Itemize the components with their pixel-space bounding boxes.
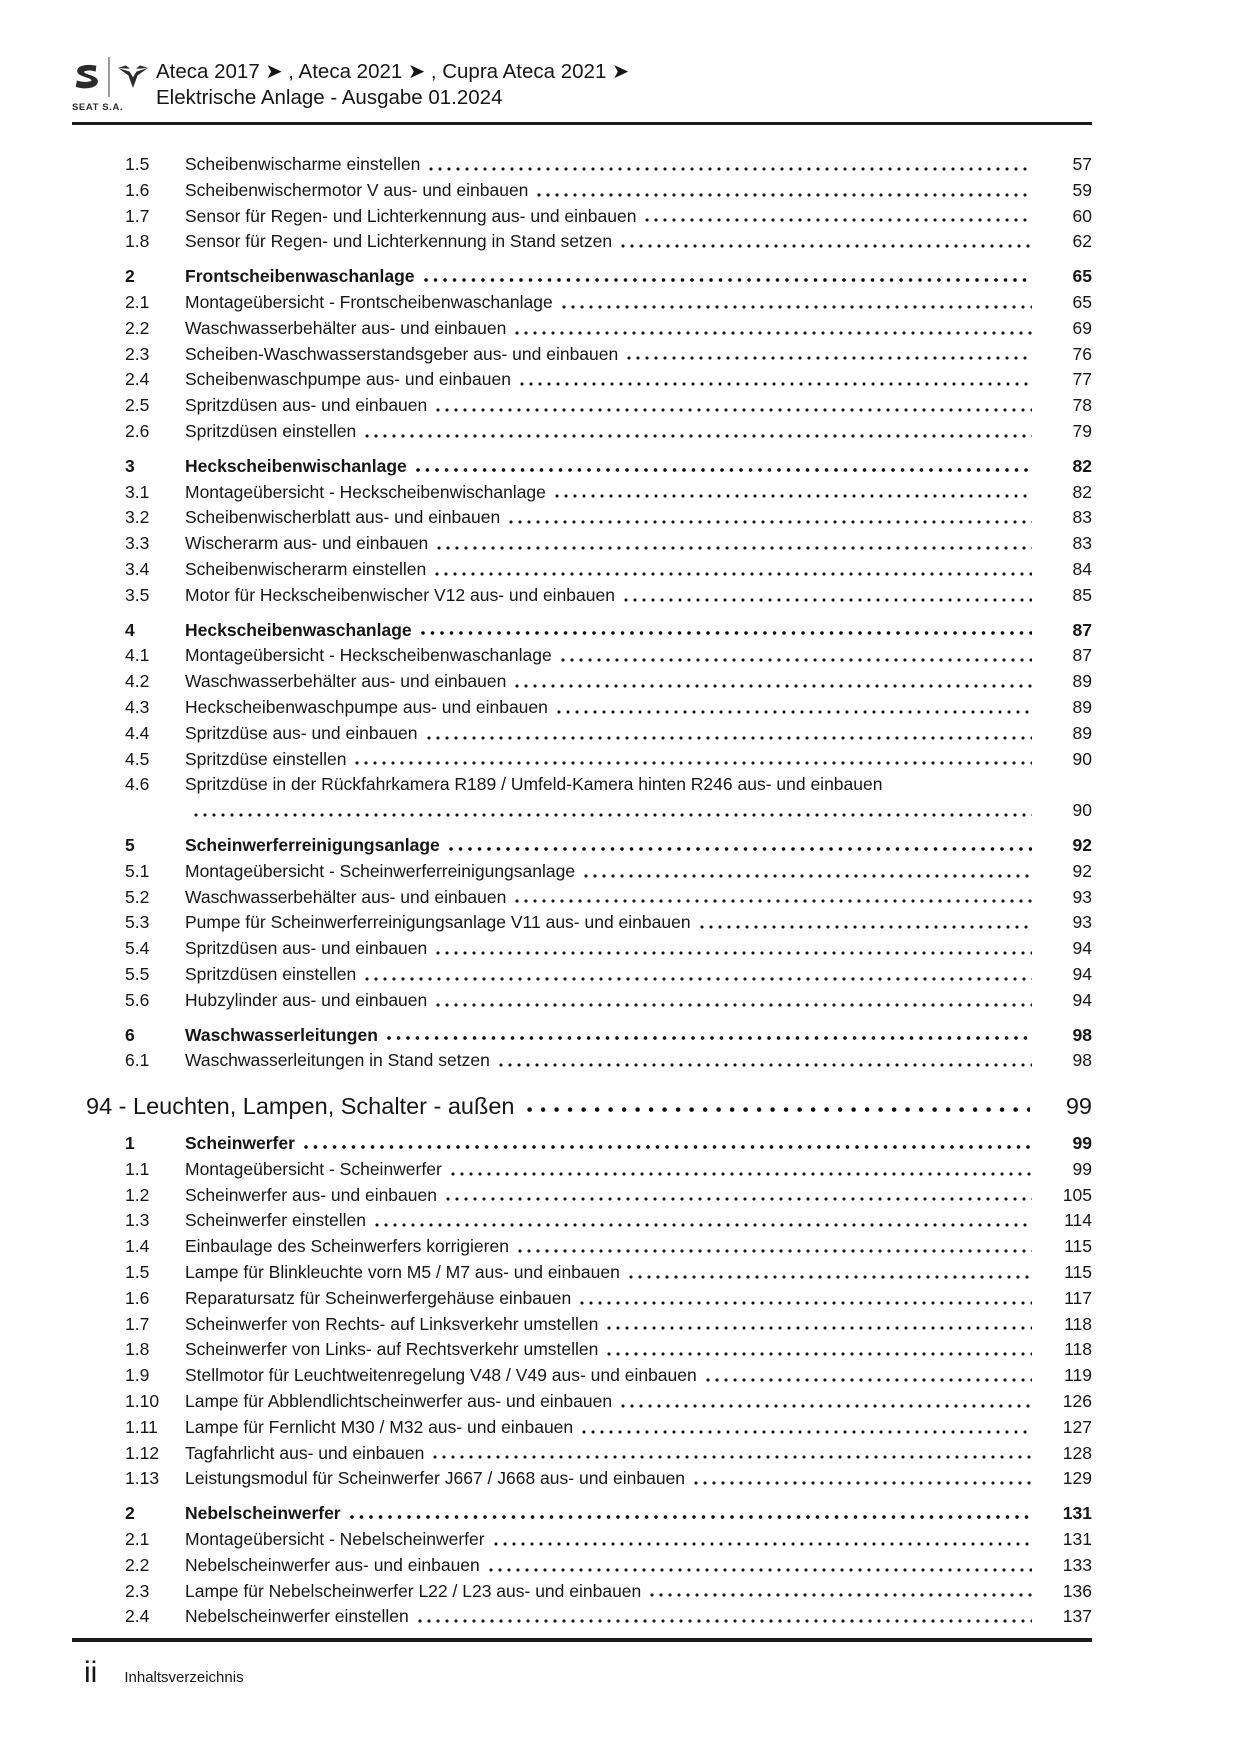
dot-leader — [629, 1260, 1032, 1286]
toc-item-row[interactable] — [72, 859, 1092, 885]
dot-leader — [645, 204, 1032, 230]
dot-leader — [627, 342, 1032, 368]
toc-item-row[interactable] — [72, 936, 1092, 962]
dot-leader — [515, 316, 1032, 342]
toc-entry-title: Stellmotor für Leuchtweitenregelung V48 / V49 aus- und einbauen — [185, 1365, 697, 1386]
toc-item-row[interactable] — [72, 1260, 1092, 1286]
toc-entry-title: Heckscheibenwaschanlage — [185, 619, 412, 640]
toc-entry-page: 114 — [1064, 1210, 1092, 1231]
toc-entry-number: 1.1 — [125, 1158, 150, 1179]
toc-item-row[interactable] — [72, 1234, 1092, 1260]
toc-entry-title: Heckscheibenwaschpumpe aus- und einbauen — [185, 696, 548, 717]
dot-leader — [418, 1604, 1032, 1630]
toc-entry-title: Hubzylinder aus- und einbauen — [185, 989, 428, 1010]
toc-entry-title: Montageübersicht - Scheinwerfer — [185, 1158, 442, 1179]
toc-entry-number: 2.4 — [125, 1606, 150, 1627]
dot-leader — [449, 833, 1032, 859]
toc-entry-page: 129 — [1062, 1468, 1092, 1489]
toc-entry-title: Spritzdüse in der Rückfahrkamera R189 / Umfeld-Kamera hinten R246 aus- und einbauen — [185, 774, 883, 795]
toc-entry-title: Frontscheibenwaschanlage — [185, 266, 415, 287]
dot-leader — [446, 1183, 1032, 1209]
toc-entry-page: 94 — [1072, 963, 1092, 984]
toc-entry-title: Spritzdüsen aus- und einbauen — [185, 395, 428, 416]
toc-entry-title: Lampe für Blinkleuchte vorn M5 / M7 aus- und einbauen — [185, 1262, 620, 1283]
dot-leader — [518, 1234, 1032, 1260]
toc-entry-page: 65 — [1072, 291, 1092, 312]
toc-entry-number: 2.3 — [125, 1580, 150, 1601]
toc-item-row[interactable] — [72, 1157, 1092, 1183]
toc-item-row[interactable] — [72, 885, 1092, 911]
toc-item-row[interactable] — [72, 1048, 1092, 1074]
toc-item-row[interactable] — [72, 643, 1092, 669]
toc-entry-number: 2.2 — [125, 317, 150, 338]
toc-entry-title: Scheinwerfer aus- und einbauen — [185, 1184, 437, 1205]
toc-entry-number: 4.3 — [125, 696, 150, 717]
toc-item-row[interactable] — [72, 1389, 1092, 1415]
toc-section-row[interactable] — [72, 1023, 1092, 1049]
toc-section-row[interactable] — [72, 1131, 1092, 1157]
dot-leader — [433, 1441, 1032, 1467]
toc-entry-title: Lampe für Abblendlichtscheinwerfer aus- und einbauen — [185, 1391, 613, 1412]
toc-section-row[interactable] — [72, 833, 1092, 859]
dot-leader — [436, 936, 1032, 962]
toc-entry-number: 4.2 — [125, 671, 150, 692]
toc-entry-page: 105 — [1062, 1184, 1092, 1205]
toc-item-row[interactable] — [72, 1312, 1092, 1338]
toc-entry-page: 93 — [1072, 886, 1092, 907]
toc-entry-page: 77 — [1072, 369, 1092, 390]
toc-item-row[interactable] — [72, 1415, 1092, 1441]
toc-item-row[interactable] — [72, 1604, 1092, 1630]
toc-entry-number: 1.13 — [125, 1468, 160, 1489]
dot-leader — [350, 1501, 1032, 1527]
dot-leader — [365, 419, 1032, 445]
dot-leader — [621, 229, 1032, 255]
dot-leader — [520, 367, 1032, 393]
toc-item-row[interactable] — [72, 1466, 1092, 1492]
toc-entry-title: Spritzdüsen einstellen — [185, 963, 357, 984]
toc-entry-page: 98 — [1072, 1050, 1092, 1071]
toc-entry-number: 1.12 — [125, 1442, 160, 1463]
toc-item-row[interactable] — [72, 1337, 1092, 1363]
dot-leader — [355, 747, 1032, 773]
brand-logos — [72, 58, 156, 96]
toc-entry-page: 83 — [1072, 507, 1092, 528]
page-footer — [72, 1658, 1092, 1688]
toc-entry-title: Scheinwerfer von Links- auf Rechtsverkehr umstellen — [185, 1339, 599, 1360]
toc-entry-page: 76 — [1072, 343, 1092, 364]
toc-entry-page: 89 — [1072, 671, 1092, 692]
toc-item-row[interactable] — [72, 1183, 1092, 1209]
toc-entry-title: Sensor für Regen- und Lichterkennung in Stand setzen — [185, 231, 613, 252]
dot-leader — [562, 290, 1032, 316]
dot-leader — [421, 618, 1032, 644]
logo-divider — [108, 57, 110, 97]
toc-entry-page: 85 — [1072, 584, 1092, 605]
seat-logo-icon — [72, 61, 102, 93]
toc-item-row[interactable] — [72, 367, 1092, 393]
toc-entry-title: Montageübersicht - Nebelscheinwerfer — [185, 1529, 485, 1550]
header-subtitle: Elektrische Anlage - Ausgabe 01.2024 — [156, 86, 503, 109]
toc-entry-page: 82 — [1072, 455, 1092, 476]
toc-entry-page: 79 — [1072, 420, 1092, 441]
toc-item-row[interactable] — [72, 531, 1092, 557]
toc-entry-title: Wischerarm aus- und einbauen — [185, 533, 429, 554]
toc-entry-title: Sensor für Regen- und Lichterkennung aus- und einbauen — [185, 205, 637, 226]
toc-entry-page: 136 — [1062, 1580, 1092, 1601]
toc-entry-number: 1.10 — [125, 1391, 160, 1412]
toc-entry-number: 4.5 — [125, 748, 150, 769]
footer-section-label: Inhaltsverzeichnis — [124, 1669, 244, 1687]
footer-rule — [72, 1638, 1092, 1642]
toc-entry-number: 1.5 — [125, 1262, 150, 1283]
toc-entry-title: Nebelscheinwerfer einstellen — [185, 1606, 409, 1627]
toc-item-row[interactable] — [72, 583, 1092, 609]
toc-entry-number: 3.3 — [125, 533, 150, 554]
toc-entry-number: 3.4 — [125, 558, 150, 579]
toc-entry-page: 99 — [1072, 1133, 1092, 1154]
toc-entry-page: 65 — [1072, 266, 1092, 287]
toc-entry-title: Nebelscheinwerfer — [185, 1503, 341, 1524]
toc-entry-page: 133 — [1062, 1554, 1092, 1575]
toc-entry-page: 99 — [1072, 1158, 1092, 1179]
toc-entry-number: 1.8 — [125, 1339, 150, 1360]
toc-entry-title: Scheinwerfer einstellen — [185, 1210, 366, 1231]
toc-entry-number: 2.5 — [125, 395, 150, 416]
dot-leader — [194, 798, 1032, 824]
toc-entry-page: 115 — [1064, 1262, 1092, 1283]
dot-leader — [427, 721, 1032, 747]
toc-entry-page: 127 — [1062, 1416, 1092, 1437]
toc-entry-page: 115 — [1064, 1236, 1092, 1257]
toc-entry-title: Montageübersicht - Heckscheibenwaschanlage — [185, 645, 552, 666]
dot-leader — [607, 1312, 1032, 1338]
toc-entry-number: 1.5 — [125, 154, 150, 174]
toc-item-row[interactable] — [72, 772, 1092, 798]
toc-entry-number: 5 — [125, 834, 135, 855]
toc-entry-page: 99 — [1065, 1093, 1092, 1120]
dot-leader — [700, 910, 1032, 936]
toc-entry-number: 4.6 — [125, 774, 150, 795]
toc-entry-page: 92 — [1072, 834, 1092, 855]
dot-leader — [561, 643, 1032, 669]
toc-entry-title: Montageübersicht - Frontscheibenwaschanlage — [185, 291, 553, 312]
toc-entry-title: Waschwasserbehälter aus- und einbauen — [185, 671, 507, 692]
toc-entry-title: Heckscheibenwischanlage — [185, 455, 407, 476]
toc-entry-number: 2.2 — [125, 1554, 150, 1575]
toc — [72, 152, 1092, 1630]
dot-leader — [694, 1466, 1032, 1492]
toc-entry-page: 119 — [1064, 1365, 1092, 1386]
toc-entry-number: 4.1 — [125, 645, 150, 666]
toc-entry-number: 1.7 — [125, 205, 150, 226]
dot-leader — [515, 885, 1032, 911]
cupra-logo-icon — [117, 62, 149, 92]
toc-entry-page: 87 — [1072, 645, 1092, 666]
toc-item-row[interactable] — [72, 178, 1092, 204]
header-text — [156, 56, 629, 111]
toc-entry-number: 3 — [125, 455, 135, 476]
toc-entry-page: 137 — [1062, 1606, 1092, 1627]
dot-leader — [621, 1389, 1032, 1415]
toc-item-row[interactable] — [72, 419, 1092, 445]
toc-entry-title: Tagfahrlicht aus- und einbauen — [185, 1442, 425, 1463]
toc-entry-number: 5.2 — [125, 886, 150, 907]
toc-entry-title: Scheibenwischarme einstellen — [185, 154, 421, 174]
toc-entry-number: 1.9 — [125, 1365, 150, 1386]
toc-entry-title: Spritzdüsen einstellen — [185, 420, 357, 441]
toc-entry-page: 131 — [1062, 1529, 1092, 1550]
dot-leader — [584, 859, 1032, 885]
dot-leader — [304, 1131, 1032, 1157]
dot-leader — [435, 557, 1032, 583]
toc-entry-title: Scheibenwischermotor V aus- und einbauen — [185, 179, 529, 200]
toc-entry-number: 5.6 — [125, 989, 150, 1010]
toc-entry-page: 57 — [1072, 154, 1092, 174]
toc-entry-page: 126 — [1062, 1391, 1092, 1412]
toc-entry-title: Waschwasserbehälter aus- und einbauen — [185, 886, 507, 907]
toc-entry-number: 6.1 — [125, 1050, 150, 1071]
toc-entry-page: 84 — [1072, 558, 1092, 579]
toc-item-row[interactable] — [72, 1553, 1092, 1579]
dot-leader — [451, 1157, 1032, 1183]
dot-leader — [624, 583, 1032, 609]
toc-entry-title: Spritzdüse aus- und einbauen — [185, 722, 418, 743]
dot-leader — [387, 1023, 1032, 1049]
dot-leader — [494, 1527, 1032, 1553]
toc-entry-title: Waschwasserbehälter aus- und einbauen — [185, 317, 507, 338]
dot-leader — [555, 480, 1032, 506]
toc-entry-number: 4.4 — [125, 722, 150, 743]
toc-entry-number: 3.2 — [125, 507, 150, 528]
header-models-line: Ateca 2017 ➤ , Ateca 2021 ➤ , Cupra Ateca 2021 ➤ — [156, 60, 630, 83]
toc-section-row[interactable] — [72, 454, 1092, 480]
toc-entry-title: Spritzdüsen aus- und einbauen — [185, 938, 428, 959]
dot-leader — [437, 531, 1032, 557]
toc-entry-title: Einbaulage des Scheinwerfers korrigieren — [185, 1236, 509, 1257]
dot-leader — [365, 962, 1032, 988]
dot-leader — [557, 695, 1032, 721]
toc-item-row[interactable] — [72, 204, 1092, 230]
toc-item-row[interactable] — [72, 480, 1092, 506]
toc-entry-page: 92 — [1072, 860, 1092, 881]
toc-entry-page: 78 — [1072, 395, 1092, 416]
toc-entry-title: Nebelscheinwerfer aus- und einbauen — [185, 1554, 480, 1575]
toc-entry-number: 2.4 — [125, 369, 150, 390]
toc-entry-title: Lampe für Nebelscheinwerfer L22 / L23 aus- und einbauen — [185, 1580, 642, 1601]
toc-entry-number: 1.4 — [125, 1236, 150, 1257]
dot-leader — [527, 1090, 1031, 1122]
dot-leader — [607, 1337, 1032, 1363]
toc-entry-page: 89 — [1072, 696, 1092, 717]
dot-leader — [375, 1208, 1032, 1234]
toc-item-row[interactable] — [72, 1441, 1092, 1467]
header-rule — [72, 122, 1092, 125]
toc-item-continuation-row[interactable] — [72, 798, 1092, 824]
toc-entry-title: Pumpe für Scheinwerferreinigungsanlage V11 aus- und einbauen — [185, 912, 691, 933]
dot-leader — [499, 1048, 1032, 1074]
toc-entry-page: 118 — [1064, 1339, 1092, 1360]
toc-entry-number: 1.3 — [125, 1210, 150, 1231]
toc-entry-page: 93 — [1072, 912, 1092, 933]
toc-entry-number: 1 — [125, 1133, 135, 1154]
toc-item-row[interactable] — [72, 290, 1092, 316]
toc-entry-number: 5.5 — [125, 963, 150, 984]
toc-entry-title: Lampe für Fernlicht M30 / M32 aus- und einbauen — [185, 1416, 574, 1437]
toc-entry-page: 69 — [1072, 317, 1092, 338]
toc-entry-number: 6 — [125, 1024, 135, 1045]
toc-entry-page: 94 — [1072, 938, 1092, 959]
toc-entry-number: 1.6 — [125, 1287, 150, 1308]
dot-leader — [489, 1553, 1032, 1579]
toc-entry-page: 117 — [1064, 1287, 1092, 1308]
toc-entry-number: 1.8 — [125, 231, 150, 252]
toc-entry-title: Scheibenwischerarm einstellen — [185, 558, 427, 579]
toc-entry-number: 2.1 — [125, 1529, 150, 1550]
toc-item-row[interactable] — [72, 669, 1092, 695]
toc-entry-page: 87 — [1072, 619, 1092, 640]
toc-entry-number: 5.1 — [125, 860, 150, 881]
toc-entry-number: 3.5 — [125, 584, 150, 605]
toc-item-row[interactable] — [72, 152, 1092, 178]
toc-entry-number: 2.6 — [125, 420, 150, 441]
toc-entry-title: Scheiben-Waschwasserstandsgeber aus- und einbauen — [185, 343, 619, 364]
toc-entry-page: 82 — [1072, 481, 1092, 502]
toc-entry-page: 128 — [1062, 1442, 1092, 1463]
toc-section-row[interactable] — [72, 1501, 1092, 1527]
toc-entry-page: 83 — [1072, 533, 1092, 554]
toc-entry-number: 2 — [125, 266, 135, 287]
toc-entry-title: Scheinwerfer — [185, 1133, 295, 1154]
brand-block — [72, 56, 156, 113]
toc-item-row[interactable] — [72, 747, 1092, 773]
toc-entry-page: 62 — [1072, 231, 1092, 252]
toc-item-row[interactable] — [72, 1286, 1092, 1312]
toc-entry-title: Reparatursatz für Scheinwerfergehäuse einbauen — [185, 1287, 572, 1308]
toc-entry-number: 4 — [125, 619, 135, 640]
dot-leader — [582, 1415, 1032, 1441]
toc-entry-title: Scheinwerferreinigungsanlage — [185, 834, 440, 855]
toc-entry-page: 90 — [1072, 800, 1092, 821]
toc-section-row[interactable] — [72, 618, 1092, 644]
toc-entry-number: 2.3 — [125, 343, 150, 364]
dot-leader — [436, 988, 1032, 1014]
toc-entry-title: Leistungsmodul für Scheinwerfer J667 / J668 aus- und einbauen — [185, 1468, 686, 1489]
toc-item-row[interactable] — [72, 1208, 1092, 1234]
dot-leader — [429, 152, 1032, 178]
dot-leader — [580, 1286, 1032, 1312]
toc-entry-page: 59 — [1072, 179, 1092, 200]
toc-entry-title: Montageübersicht - Heckscheibenwischanlage — [185, 481, 546, 502]
dot-leader — [706, 1363, 1032, 1389]
toc-item-row[interactable] — [72, 988, 1092, 1014]
toc-item-row[interactable] — [72, 342, 1092, 368]
toc-entry-number: 2 — [125, 1503, 135, 1524]
toc-entry-number: 1.7 — [125, 1313, 150, 1334]
toc-item-row[interactable] — [72, 1363, 1092, 1389]
toc-entry-title: Scheinwerfer von Rechts- auf Linksverkehr umstellen — [185, 1313, 599, 1334]
toc-item-row[interactable] — [72, 557, 1092, 583]
dot-leader — [515, 669, 1032, 695]
toc-item-row[interactable] — [72, 1527, 1092, 1553]
toc-item-row[interactable] — [72, 695, 1092, 721]
footer-page-number: ii — [84, 1656, 98, 1690]
dot-leader — [424, 264, 1032, 290]
toc-entry-title: Montageübersicht - Scheinwerferreinigungsanlage — [185, 860, 576, 881]
toc-entry-title: Waschwasserleitungen in Stand setzen — [185, 1050, 490, 1071]
toc-entry-title: Motor für Heckscheibenwischer V12 aus- und einbauen — [185, 584, 615, 605]
toc-section-row[interactable] — [72, 264, 1092, 290]
toc-item-row[interactable] — [72, 393, 1092, 419]
toc-item-row[interactable] — [72, 316, 1092, 342]
toc-entry-title: Scheibenwischerblatt aus- und einbauen — [185, 507, 501, 528]
toc-entry-page: 94 — [1072, 989, 1092, 1010]
toc-entry-number: 1.2 — [125, 1184, 150, 1205]
dot-leader — [537, 178, 1032, 204]
toc-entry-page: 89 — [1072, 722, 1092, 743]
toc-item-row[interactable] — [72, 910, 1092, 936]
toc-item-row[interactable] — [72, 1579, 1092, 1605]
toc-entry-number: 5.4 — [125, 938, 150, 959]
brand-name: SEAT S.A. — [72, 102, 124, 113]
toc-entry-page: 118 — [1064, 1313, 1092, 1334]
toc-entry-title: Scheibenwaschpumpe aus- und einbauen — [185, 369, 511, 390]
dot-leader — [416, 454, 1032, 480]
toc-entry-page: 98 — [1072, 1024, 1092, 1045]
dot-leader — [509, 505, 1032, 531]
toc-entry-page: 60 — [1072, 205, 1092, 226]
toc-entry-title: Spritzdüse einstellen — [185, 748, 347, 769]
toc-entry-page: 90 — [1072, 748, 1092, 769]
toc-item-row[interactable] — [72, 721, 1092, 747]
toc-entry-number: 2.1 — [125, 291, 150, 312]
page-header — [72, 56, 1092, 113]
dot-leader — [436, 393, 1032, 419]
toc-item-row[interactable] — [72, 505, 1092, 531]
dot-leader — [650, 1579, 1032, 1605]
toc-entry-number: 3.1 — [125, 481, 150, 502]
toc-entry-number: 5.3 — [125, 912, 150, 933]
toc-entry-number: 1.11 — [125, 1416, 158, 1437]
toc-entry-title: 94 - Leuchten, Lampen, Schalter - außen — [86, 1093, 515, 1120]
toc-item-row[interactable] — [72, 962, 1092, 988]
toc-entry-title: Waschwasserleitungen — [185, 1024, 378, 1045]
toc-entry-number: 1.6 — [125, 179, 150, 200]
toc-entry-page: 131 — [1062, 1503, 1092, 1524]
toc-chapter-row[interactable] — [72, 1090, 1092, 1122]
toc-item-row[interactable] — [72, 229, 1092, 255]
